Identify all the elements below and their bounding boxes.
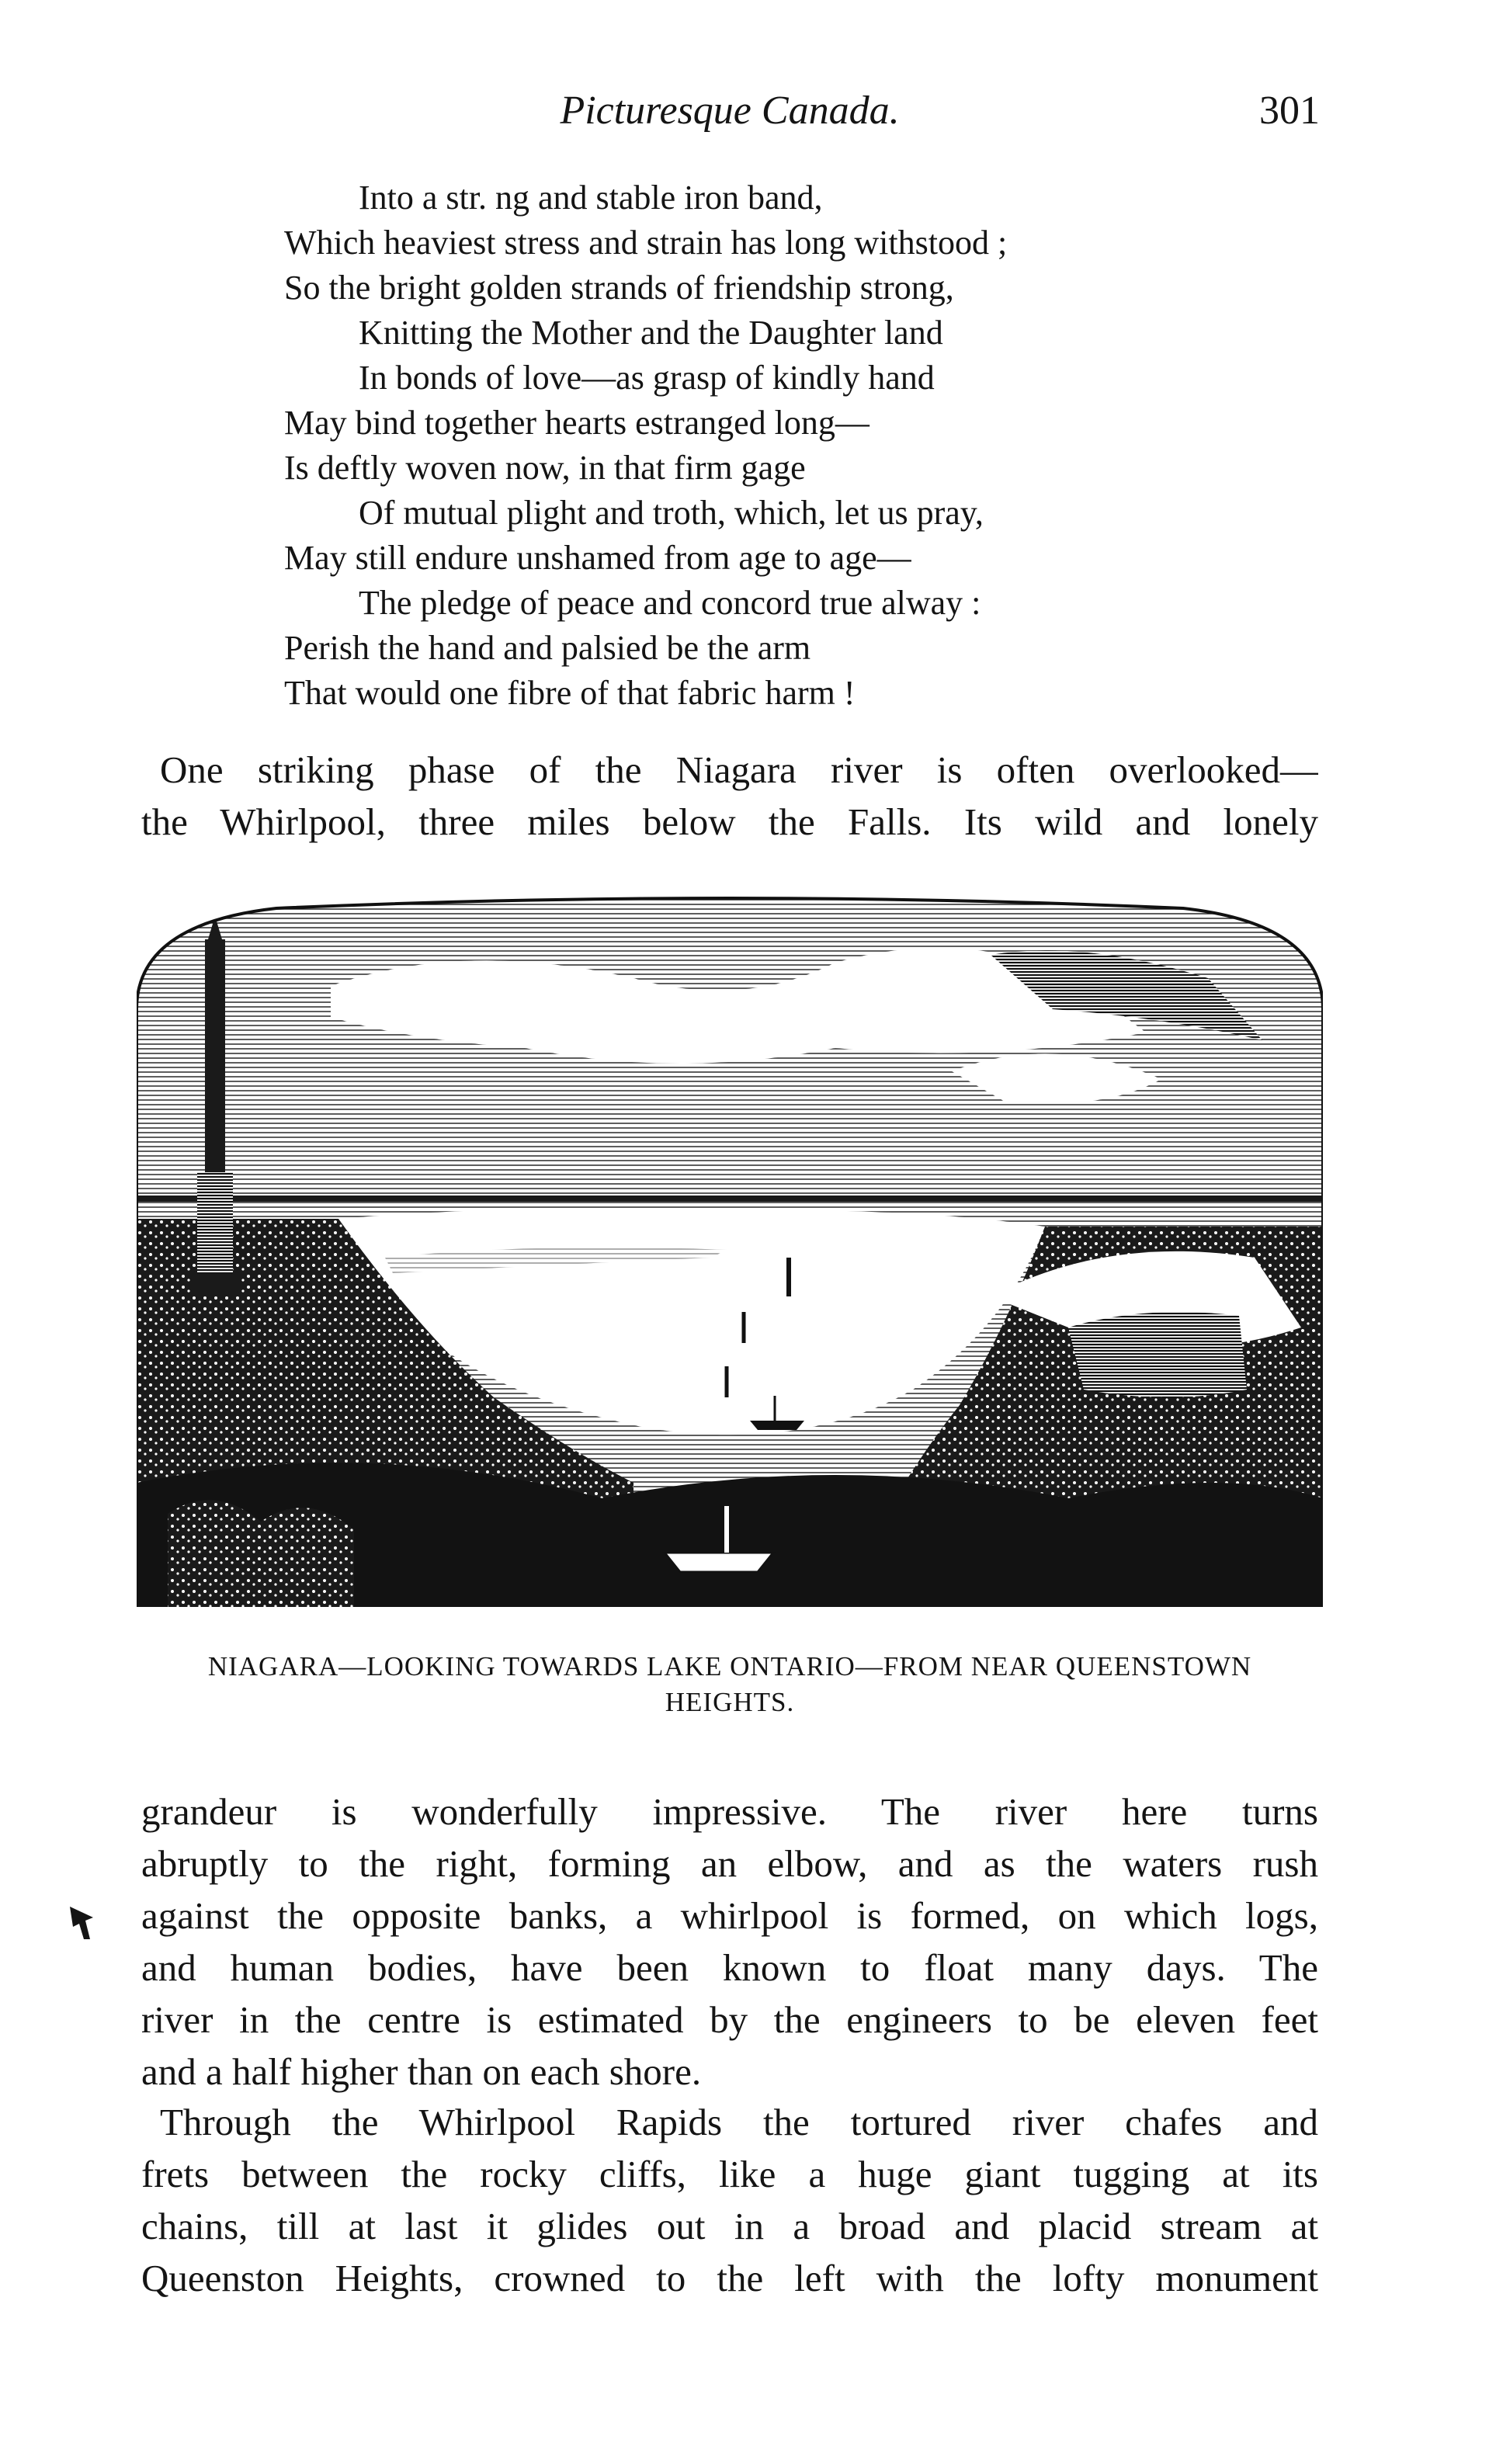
poem-line: Perish the hand and palsied be the arm (284, 629, 811, 667)
text-line: and human bodies, have been known to float many days. The (141, 1946, 1318, 1989)
text-line: grandeur is wonderfully impressive. The river here turns (141, 1790, 1318, 1833)
caption-line: HEIGHTS. (665, 1687, 795, 1717)
poem-line: Is deftly woven now, in that firm gage (284, 449, 806, 487)
text-line: river in the centre is estimated by the engineers to be eleven feet (141, 1998, 1318, 2041)
text-line: and a half higher than on each shore. (141, 2050, 702, 2093)
poem-line: That would one fibre of that fabric harm ! (284, 674, 856, 712)
poem-line: Knitting the Mother and the Daughter land (359, 314, 943, 352)
text-line: One striking phase of the Niagara river is often overlooked— (160, 748, 1318, 791)
poem-line: Into a str. ng and stable iron band, (359, 179, 823, 217)
running-head (140, 84, 1320, 138)
poem-stanza (284, 175, 1216, 716)
text-line: frets between the rocky cliffs, like a huge giant tugging at its (141, 2153, 1318, 2195)
running-title: Picturesque Canada. (560, 88, 900, 133)
engraving-niagara-view (137, 893, 1323, 1607)
page-number: 301 (1259, 88, 1320, 133)
text-line: the Whirlpool, three miles below the Falls. Its wild and lonely (141, 800, 1318, 843)
text-line: Queenston Heights, crowned to the left with the lofty monument (141, 2257, 1318, 2299)
poem-line: Of mutual plight and troth, which, let us pray, (359, 494, 984, 532)
paragraph-whirlpool-intro (141, 744, 1318, 848)
poem-line: May still endure unshamed from age to age— (284, 539, 911, 577)
poem-line: The pledge of peace and concord true alway : (359, 584, 981, 622)
poem-line: May bind together hearts estranged long— (284, 404, 870, 442)
poem-line: So the bright golden strands of friendship strong, (284, 269, 954, 307)
margin-arrow-icon (67, 1904, 98, 1942)
poem-line: Which heaviest stress and strain has long withstood ; (284, 224, 1008, 262)
poem-line: In bonds of love—as grasp of kindly hand (359, 359, 935, 397)
caption-line: NIAGARA—LOOKING TOWARDS LAKE ONTARIO—FROM NEAR QUEENSTOWN (207, 1651, 1252, 1681)
paragraph-whirlpool-grandeur (141, 1786, 1318, 2098)
text-line: abruptly to the right, forming an elbow, and as the waters rush (141, 1842, 1318, 1885)
figure-caption (137, 1649, 1323, 1720)
text-line: against the opposite banks, a whirlpool is formed, on which logs, (141, 1894, 1318, 1937)
paragraph-whirlpool-rapids (141, 2096, 1318, 2304)
engraving-illustration (137, 893, 1323, 1607)
text-line: Through the Whirlpool Rapids the tortured river chafes and (160, 2101, 1318, 2143)
text-line: chains, till at last it glides out in a broad and placid stream at (141, 2205, 1318, 2247)
